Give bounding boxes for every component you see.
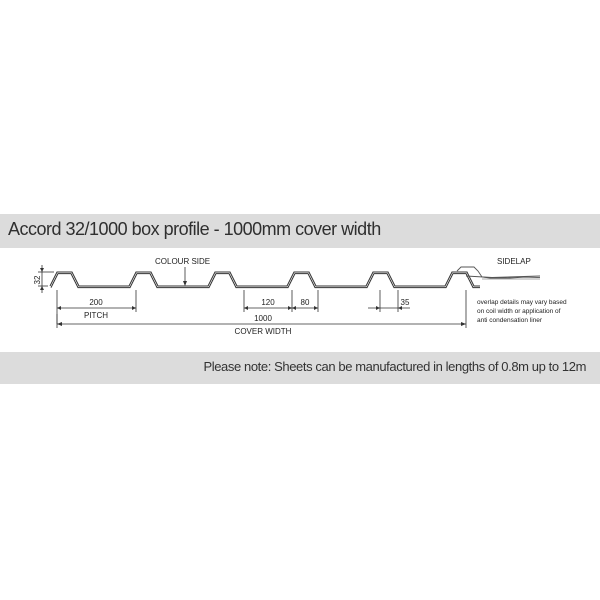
pitch-label: PITCH (84, 311, 108, 320)
overlap-note-line-3: anti condensation liner (477, 317, 543, 324)
dim-35-label: 35 (400, 298, 410, 307)
colour-side-label: COLOUR SIDE (155, 257, 211, 266)
colour-side-arrow (183, 267, 187, 286)
height-label: 32 (33, 275, 42, 285)
overlap-note-line-1: overlap details may vary based (477, 299, 567, 306)
cover-value-label: 1000 (254, 314, 272, 323)
profile-panel (0, 214, 600, 384)
sidelap-label: SIDELAP (497, 257, 531, 266)
cover-width-label: COVER WIDTH (234, 327, 292, 336)
dim-80-label: 80 (300, 298, 310, 307)
overlap-note-line-2: on coil width or application of (477, 308, 561, 315)
dim-120-label: 120 (261, 298, 275, 307)
length-note: Please note: Sheets can be manufactured in lengths of 0.8m up to 12m (203, 359, 586, 374)
profile-diagram (0, 248, 600, 352)
note-band (0, 352, 600, 384)
pitch-value-label: 200 (89, 298, 103, 307)
sheet-profile (50, 272, 480, 288)
title-band (0, 214, 600, 248)
page-title: Accord 32/1000 box profile - 1000mm cover width (8, 219, 381, 239)
